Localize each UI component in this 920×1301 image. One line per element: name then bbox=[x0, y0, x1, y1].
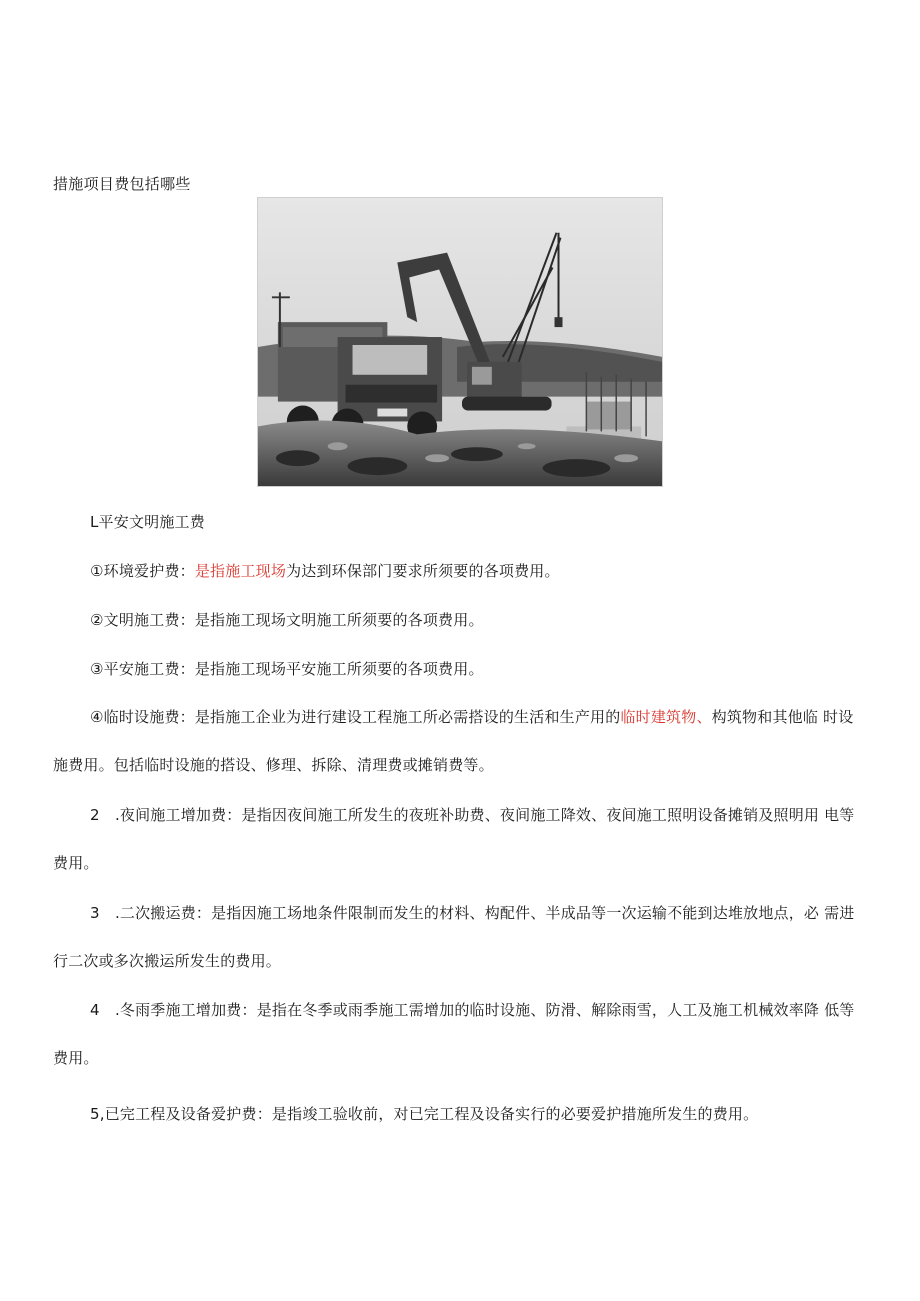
secondary-transport-fee-line-1: 3 .二次搬运费：是指因施工场地条件限制而发生的材料、构配件、半成品等一次运输不能到达堆放地点，必 需进 bbox=[90, 904, 855, 922]
night-construction-fee-line-1: 2 .夜间施工增加费：是指因夜间施工所发生的夜班补助费、夜间施工降效、夜间施工照明设备摊销及照明用 电等 bbox=[90, 806, 855, 824]
temporary-fee-text-end: 构筑物和其他临 时设 bbox=[711, 708, 854, 726]
winter-rain-season-fee-line-1: 4 .冬雨季施工增加费：是指在冬季或雨季施工需增加的临时设施、防滑、解除雨雪，人工及施工机械效率降 低等 bbox=[90, 1001, 855, 1019]
construction-site-photo bbox=[257, 197, 663, 487]
safety-construction-fee-line: ③平安施工费：是指施工现场平安施工所须要的各项费用。 bbox=[90, 660, 484, 678]
construction-photo-illustration bbox=[258, 198, 662, 486]
environment-fee-label: ①环境爱护费： bbox=[90, 562, 195, 580]
temporary-fee-text: ④临时设施费：是指施工企业为进行建设工程施工所必需搭设的生活和生产用的 bbox=[90, 708, 621, 726]
secondary-transport-fee-line-2: 行二次或多次搬运所发生的费用。 bbox=[53, 952, 282, 970]
section-1-heading: L平安文明施工费 bbox=[90, 513, 205, 531]
temporary-facilities-fee-line-2: 施费用。包括临时设施的搭设、修理、拆除、清理费或摊销费等。 bbox=[53, 756, 494, 774]
completed-works-protection-fee-line: 5,已完工程及设备爱护费：是指竣工验收前，对已完工程及设备实行的必要爱护措施所发生的费用。 bbox=[90, 1105, 759, 1123]
winter-rain-season-fee-line-2: 费用。 bbox=[53, 1049, 99, 1067]
civilized-construction-fee-line: ②文明施工费：是指施工现场文明施工所须要的各项费用。 bbox=[90, 611, 484, 629]
environment-protection-fee-line bbox=[90, 561, 560, 581]
temporary-facilities-fee-line-1 bbox=[90, 707, 868, 727]
temporary-fee-highlight: 临时建筑物、 bbox=[620, 708, 712, 726]
environment-fee-text: 为达到环保部门要求所须要的各项费用。 bbox=[286, 562, 560, 580]
page-title: 措施项目费包括哪些 bbox=[53, 175, 191, 193]
environment-fee-highlight: 是指施工现场 bbox=[194, 562, 287, 580]
night-construction-fee-line-2: 费用。 bbox=[53, 854, 99, 872]
